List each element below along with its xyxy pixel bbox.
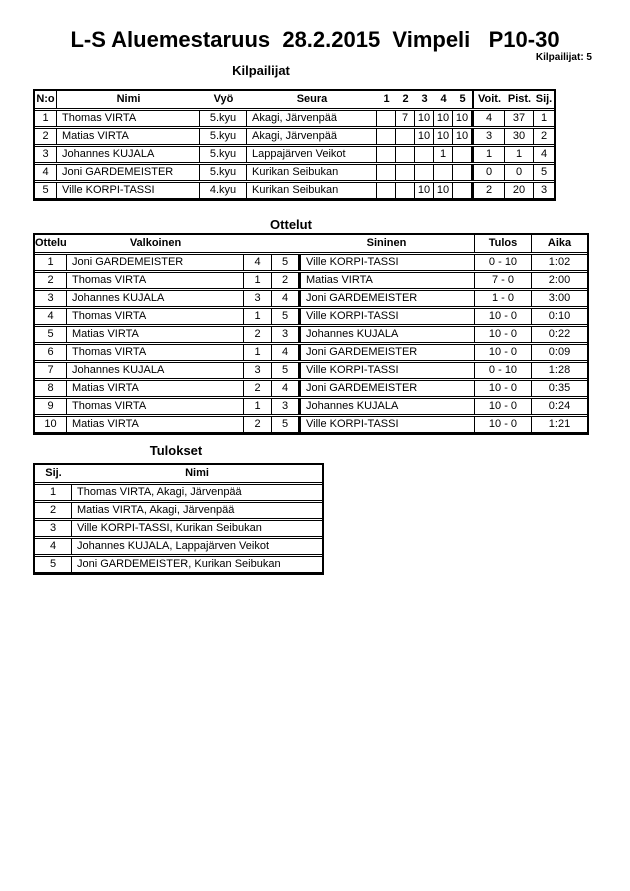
cell-time: 0:10 (548, 310, 571, 322)
cell-blue-no: 4 (272, 291, 299, 306)
cell-result: 10 - 0 (475, 381, 532, 396)
cell-score-5 (453, 147, 472, 162)
cell-score-3 (415, 147, 434, 162)
table-row (35, 254, 587, 271)
header-cell-score-1: 1 (383, 93, 390, 105)
cell-wins: 2 (472, 183, 505, 198)
section-heading-competitors: Kilpailijat (232, 63, 290, 78)
header-cell-score-4: 4 (440, 93, 447, 105)
cell-time: 0:09 (548, 346, 571, 358)
results-table (33, 463, 324, 575)
cell-blue-name: Johannes KUJALA (299, 327, 475, 342)
cell-match-no: 5 (35, 327, 67, 342)
header-cell-score-2: 2 (402, 93, 409, 105)
cell-result-name: Joni GARDEMEISTER, Kurikan Seibukan (77, 558, 281, 570)
header-cell-points: Pist. (507, 93, 532, 105)
header-cell-blue: Sininen (299, 235, 475, 252)
cell-match-no: 2 (35, 273, 67, 288)
header-cell-score-5: 5 (459, 93, 466, 105)
table-row (35, 146, 554, 163)
table-row (35, 502, 322, 519)
cell-match-no: 9 (35, 399, 67, 414)
header-cell-wins: Voit. (472, 91, 505, 108)
cell-club: Akagi, Järvenpää (247, 129, 377, 144)
cell-match-no: 1 (35, 255, 67, 270)
table-row (35, 380, 587, 397)
matches-table (33, 233, 589, 435)
table-row (35, 344, 587, 361)
cell-white-name: Johannes KUJALA (67, 291, 244, 306)
cell-rank: 5 (35, 557, 72, 572)
cell-points: 37 (505, 111, 534, 126)
cell-score-5: 10 (453, 129, 472, 144)
table-row (35, 556, 322, 573)
cell-match-no: 4 (35, 309, 67, 324)
cell-blue-no: 5 (272, 255, 299, 270)
cell-time: 3:00 (548, 292, 571, 304)
cell-no: 4 (35, 165, 57, 180)
cell-no: 2 (35, 129, 57, 144)
cell-result-name: Ville KORPI-TASSI, Kurikan Seibukan (77, 522, 262, 534)
cell-club: Lappajärven Veikot (247, 147, 377, 162)
cell-time: 2:00 (548, 274, 571, 286)
cell-white-name: Johannes KUJALA (67, 363, 244, 378)
cell-score-2 (396, 147, 415, 162)
cell-blue-no: 5 (272, 309, 299, 324)
cell-result: 10 - 0 (475, 345, 532, 360)
cell-points: 30 (505, 129, 534, 144)
cell-result-name: Johannes KUJALA, Lappajärven Veikot (77, 540, 270, 552)
page-title: L-S Aluemestaruus 28.2.2015 Vimpeli P10-30 (70, 27, 560, 52)
table-row (35, 182, 554, 199)
table-row (35, 484, 322, 501)
cell-white-no: 1 (244, 399, 272, 414)
cell-time: 1:28 (548, 364, 571, 376)
cell-time: 1:21 (548, 418, 571, 430)
cell-time: 0:35 (548, 382, 571, 394)
cell-blue-name: Matias VIRTA (299, 273, 475, 288)
cell-score-4: 10 (434, 129, 453, 144)
cell-result: 0 - 10 (475, 363, 532, 378)
cell-result: 10 - 0 (475, 417, 532, 432)
cell-rank: 1 (35, 485, 72, 500)
cell-white-no: 2 (244, 327, 272, 342)
cell-blue-no: 2 (272, 273, 299, 288)
header-cell-time: Aika (547, 237, 572, 249)
cell-score-5: 10 (453, 111, 472, 126)
cell-rank: 3 (540, 184, 548, 196)
cell-belt: 5.kyu (200, 165, 247, 180)
cell-blue-no: 3 (272, 399, 299, 414)
cell-name: Matias VIRTA (57, 129, 200, 144)
cell-rank: 4 (35, 539, 72, 554)
cell-score-1 (377, 165, 396, 180)
cell-score-1 (377, 111, 396, 126)
cell-score-4: 10 (434, 183, 453, 198)
cell-blue-no: 5 (272, 363, 299, 378)
cell-score-4: 10 (434, 111, 453, 126)
cell-score-5 (453, 183, 472, 198)
competitors-table (33, 89, 556, 201)
header-cell-belt: Vyö (213, 93, 234, 105)
cell-club: Akagi, Järvenpää (247, 111, 377, 126)
cell-white-no: 3 (244, 363, 272, 378)
cell-result: 1 - 0 (475, 291, 532, 306)
header-cell-name: Nimi (116, 93, 141, 105)
cell-score-2 (396, 183, 415, 198)
header-cell-white: Valkoinen (129, 237, 182, 249)
cell-match-no: 3 (35, 291, 67, 306)
cell-result: 0 - 10 (475, 255, 532, 270)
cell-score-4 (434, 165, 453, 180)
cell-score-2 (396, 129, 415, 144)
cell-blue-name: Johannes KUJALA (299, 399, 475, 414)
table-row (35, 110, 554, 127)
cell-wins: 0 (472, 165, 505, 180)
header-cell-result: Tulos (475, 235, 532, 252)
cell-white-no: 1 (244, 309, 272, 324)
cell-white-no: 1 (244, 345, 272, 360)
cell-wins: 3 (472, 129, 505, 144)
header-spacer (244, 235, 299, 252)
cell-white-no: 4 (244, 255, 272, 270)
cell-match-no: 7 (35, 363, 67, 378)
table-row (35, 538, 322, 555)
cell-rank: 4 (540, 148, 548, 160)
cell-score-1 (377, 129, 396, 144)
table-row (35, 290, 587, 307)
table-header-row (35, 91, 554, 109)
cell-belt: 5.kyu (200, 129, 247, 144)
cell-result: 7 - 0 (475, 273, 532, 288)
cell-match-no: 8 (35, 381, 67, 396)
cell-club: Kurikan Seibukan (247, 183, 377, 198)
cell-white-no: 1 (244, 273, 272, 288)
cell-result-name: Thomas VIRTA, Akagi, Järvenpää (77, 486, 242, 498)
cell-score-3 (415, 165, 434, 180)
cell-points: 0 (505, 165, 534, 180)
cell-result: 10 - 0 (475, 309, 532, 324)
cell-match-no: 10 (35, 417, 67, 432)
cell-result: 10 - 0 (475, 327, 532, 342)
table-header-row (35, 465, 322, 483)
section-heading-matches: Ottelut (270, 217, 312, 232)
cell-name: Thomas VIRTA (57, 111, 200, 126)
cell-score-3: 10 (415, 111, 434, 126)
cell-score-4: 1 (434, 147, 453, 162)
header-cell-score-3: 3 (421, 93, 428, 105)
cell-score-3: 10 (415, 129, 434, 144)
cell-white-no: 2 (244, 417, 272, 432)
table-row (35, 164, 554, 181)
cell-white-name: Matias VIRTA (67, 381, 244, 396)
cell-name: Ville KORPI-TASSI (57, 183, 200, 198)
cell-result-name: Matias VIRTA, Akagi, Järvenpää (77, 504, 235, 516)
cell-score-1 (377, 183, 396, 198)
table-row (35, 398, 587, 415)
header-cell-no: N:o (35, 91, 57, 108)
header-cell-match: Ottelu (35, 237, 67, 249)
cell-blue-name: Joni GARDEMEISTER (299, 345, 475, 360)
cell-time: 1:02 (548, 256, 571, 268)
cell-points: 20 (505, 183, 534, 198)
cell-blue-name: Joni GARDEMEISTER (299, 291, 475, 306)
table-row (35, 128, 554, 145)
cell-blue-no: 4 (272, 381, 299, 396)
table-row (35, 520, 322, 537)
table-row (35, 272, 587, 289)
cell-score-3: 10 (415, 183, 434, 198)
cell-white-name: Joni GARDEMEISTER (67, 255, 244, 270)
header-cell-club: Seura (296, 93, 328, 105)
cell-white-name: Thomas VIRTA (67, 273, 244, 288)
cell-time: 0:22 (548, 328, 571, 340)
cell-wins: 1 (472, 147, 505, 162)
cell-time: 0:24 (548, 400, 571, 412)
cell-white-name: Matias VIRTA (67, 327, 244, 342)
cell-rank: 2 (540, 130, 548, 142)
cell-rank: 5 (540, 166, 548, 178)
cell-match-no: 6 (35, 345, 67, 360)
cell-name: Johannes KUJALA (57, 147, 200, 162)
cell-score-5 (453, 165, 472, 180)
cell-club: Kurikan Seibukan (247, 165, 377, 180)
cell-white-no: 2 (244, 381, 272, 396)
cell-blue-name: Ville KORPI-TASSI (299, 363, 475, 378)
cell-wins: 4 (472, 111, 505, 126)
header-cell-rank: Sij. (45, 467, 62, 479)
cell-white-name: Thomas VIRTA (67, 309, 244, 324)
cell-white-name: Thomas VIRTA (67, 399, 244, 414)
cell-blue-name: Ville KORPI-TASSI (299, 309, 475, 324)
header-cell-rank: Sij. (535, 93, 553, 105)
cell-white-name: Thomas VIRTA (67, 345, 244, 360)
header-cell-name: Nimi (185, 467, 209, 479)
cell-blue-no: 5 (272, 417, 299, 432)
cell-no: 5 (35, 183, 57, 198)
cell-result: 10 - 0 (475, 399, 532, 414)
participants-count-label: Kilpailijat: 5 (535, 52, 592, 63)
cell-blue-name: Ville KORPI-TASSI (299, 255, 475, 270)
cell-white-name: Matias VIRTA (67, 417, 244, 432)
table-row (35, 362, 587, 379)
table-header-row (35, 235, 587, 253)
cell-belt: 4.kyu (200, 183, 247, 198)
cell-score-2 (396, 165, 415, 180)
cell-blue-no: 4 (272, 345, 299, 360)
cell-no: 3 (35, 147, 57, 162)
cell-belt: 5.kyu (200, 147, 247, 162)
cell-blue-name: Joni GARDEMEISTER (299, 381, 475, 396)
cell-white-no: 3 (244, 291, 272, 306)
cell-rank: 3 (35, 521, 72, 536)
cell-rank: 2 (35, 503, 72, 518)
cell-score-2: 7 (396, 111, 415, 126)
cell-belt: 5.kyu (200, 111, 247, 126)
table-row (35, 326, 587, 343)
cell-blue-no: 3 (272, 327, 299, 342)
cell-rank: 1 (540, 112, 548, 124)
table-row (35, 308, 587, 325)
cell-blue-name: Ville KORPI-TASSI (299, 417, 475, 432)
cell-score-1 (377, 147, 396, 162)
cell-name: Joni GARDEMEISTER (57, 165, 200, 180)
section-heading-results: Tulokset (149, 443, 203, 458)
cell-points: 1 (505, 147, 534, 162)
table-row (35, 416, 587, 433)
cell-no: 1 (35, 111, 57, 126)
